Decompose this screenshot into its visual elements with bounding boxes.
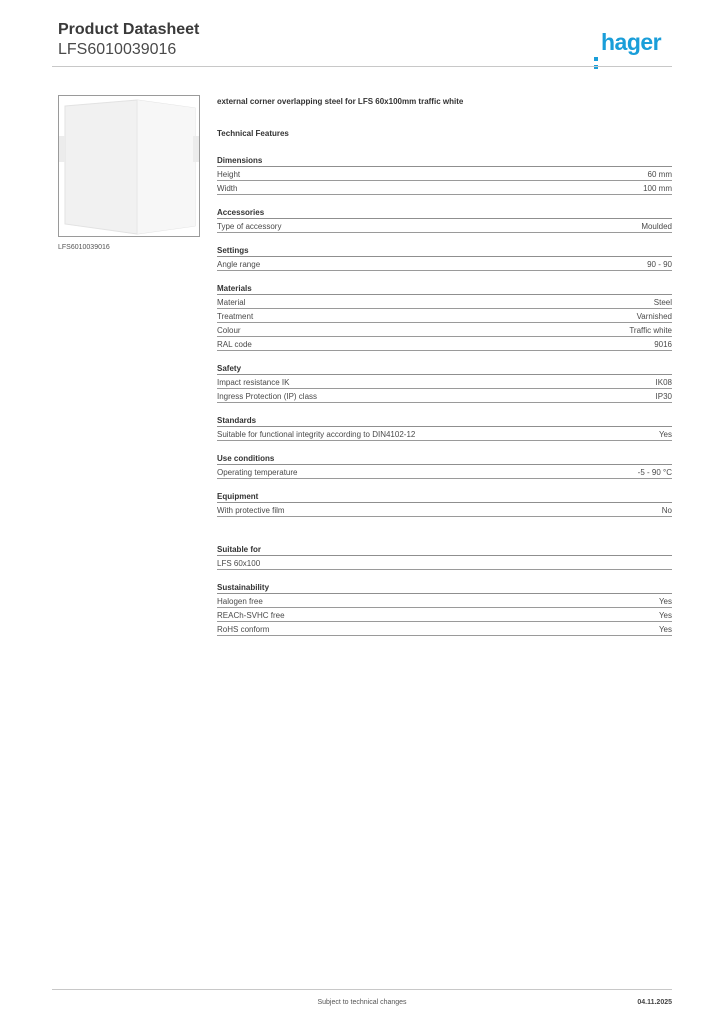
spec-label: Suitable for functional integrity according to DIN4102-12 [217, 430, 416, 439]
spec-row [217, 337, 672, 351]
footer-divider [52, 989, 672, 990]
spec-row [217, 503, 672, 517]
section-title: Safety [217, 363, 672, 375]
spec-value: Yes [658, 597, 672, 606]
spec-row [217, 556, 672, 570]
spec-label: Halogen free [217, 597, 263, 606]
spec-row [217, 389, 672, 403]
spec-value: 90 - 90 [647, 260, 672, 269]
spec-row [217, 608, 672, 622]
spec-label: RoHS conform [217, 625, 270, 634]
spec-row [217, 309, 672, 323]
spec-label: RAL code [217, 340, 252, 349]
section-title: Use conditions [217, 453, 672, 465]
spec-label: Height [217, 170, 241, 179]
spec-row [217, 295, 672, 309]
product-code: LFS6010039016 [58, 41, 177, 58]
spec-label: Ingress Protection (IP) class [217, 392, 318, 401]
spec-section [217, 155, 672, 195]
section-title: Standards [217, 415, 672, 427]
header-divider [52, 66, 672, 67]
product-description: external corner overlapping steel for LFS 60x100mm traffic white [217, 97, 464, 106]
spec-label: Material [217, 298, 246, 307]
product-corner-illustration [59, 96, 199, 236]
spec-value: -5 - 90 °C [637, 468, 672, 477]
spec-value: 60 mm [647, 170, 672, 179]
spec-label: Angle range [217, 260, 261, 269]
image-caption: LFS6010039016 [58, 244, 110, 251]
spec-section [217, 415, 672, 441]
spec-label: LFS 60x100 [217, 559, 261, 568]
spec-row [217, 465, 672, 479]
spec-sections [217, 155, 672, 636]
spec-row [217, 622, 672, 636]
section-title: Suitable for [217, 544, 672, 556]
spec-row [217, 594, 672, 608]
spec-row [217, 181, 672, 195]
spec-value: Varnished [636, 312, 672, 321]
spec-section [217, 283, 672, 351]
spec-row [217, 375, 672, 389]
spec-value: IP30 [655, 392, 672, 401]
spec-value: 9016 [654, 340, 672, 349]
spec-label: REACh-SVHC free [217, 611, 285, 620]
spec-section [217, 363, 672, 403]
spec-value: Moulded [641, 222, 672, 231]
spec-row [217, 427, 672, 441]
logo-text: hager [601, 29, 662, 55]
spec-section [217, 491, 672, 517]
section-title: Sustainability [217, 582, 672, 594]
spec-value: Yes [658, 625, 672, 634]
footer-note: Subject to technical changes [317, 999, 407, 1006]
spec-label: Treatment [217, 312, 254, 321]
spec-row [217, 167, 672, 181]
spec-value: No [661, 506, 672, 515]
spec-label: With protective film [217, 506, 285, 515]
features-heading: Technical Features [217, 129, 289, 138]
spec-section [217, 453, 672, 479]
spec-row [217, 257, 672, 271]
spec-value: Yes [658, 611, 672, 620]
spec-label: Impact resistance IK [217, 378, 290, 387]
section-title: Materials [217, 283, 672, 295]
spec-label: Type of accessory [217, 222, 282, 231]
section-title: Settings [217, 245, 672, 257]
hager-logo [594, 30, 661, 54]
spec-row [217, 323, 672, 337]
section-title: Dimensions [217, 155, 672, 167]
page-header [58, 20, 199, 60]
spec-value: 100 mm [643, 184, 672, 193]
section-title: Equipment [217, 491, 672, 503]
spec-section [217, 245, 672, 271]
footer-date: 04.11.2025 [637, 999, 672, 1006]
spec-row [217, 219, 672, 233]
spec-label: Width [217, 184, 238, 193]
spec-label: Colour [217, 326, 241, 335]
section-title: Accessories [217, 207, 672, 219]
spec-section [217, 207, 672, 233]
technical-content [217, 96, 672, 636]
spec-label: Operating temperature [217, 468, 298, 477]
product-image [58, 95, 200, 237]
spec-section [217, 544, 672, 570]
page-title: Product Datasheet [58, 21, 200, 38]
spec-value: Steel [653, 298, 672, 307]
spec-value: Yes [658, 430, 672, 439]
spec-value: Traffic white [629, 326, 672, 335]
spec-value: IK08 [655, 378, 672, 387]
spec-section [217, 582, 672, 636]
